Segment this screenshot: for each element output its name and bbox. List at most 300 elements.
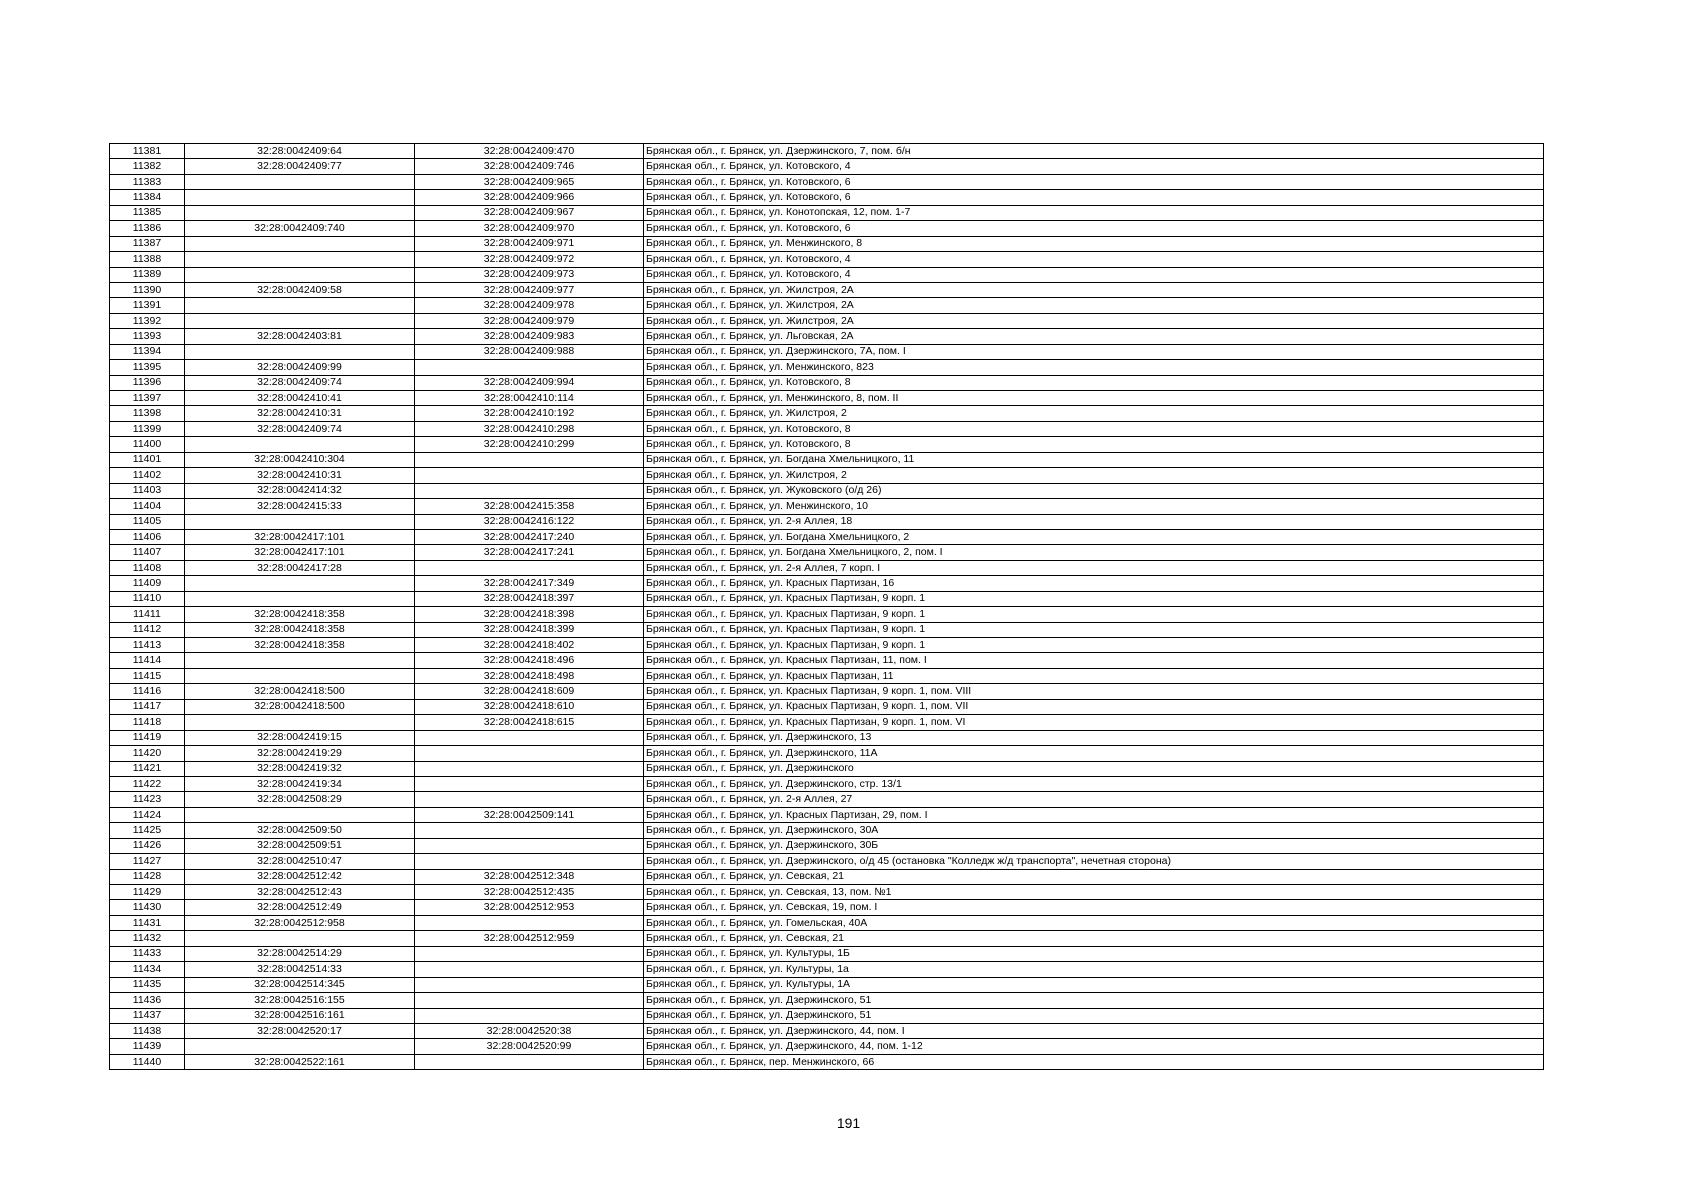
land-cadastral-number-cell: 32:28:0042417:101 <box>185 545 415 560</box>
object-cadastral-number-cell: 32:28:0042409:977 <box>415 282 644 297</box>
row-number-cell: 11420 <box>110 746 185 761</box>
row-number-cell: 11425 <box>110 823 185 838</box>
object-cadastral-number-cell: 32:28:0042418:397 <box>415 591 644 606</box>
row-number-cell: 11404 <box>110 499 185 514</box>
address-cell: Брянская обл., г. Брянск, ул. Жилстроя, 2А <box>644 313 1544 328</box>
land-cadastral-number-cell <box>185 591 415 606</box>
object-cadastral-number-cell: 32:28:0042417:240 <box>415 529 644 544</box>
object-cadastral-number-cell <box>415 360 644 375</box>
address-cell: Брянская обл., г. Брянск, ул. Котовского, 6 <box>644 174 1544 189</box>
land-cadastral-number-cell: 32:28:0042409:64 <box>185 144 415 159</box>
object-cadastral-number-cell: 32:28:0042410:192 <box>415 406 644 421</box>
object-cadastral-number-cell: 32:28:0042509:141 <box>415 807 644 822</box>
object-cadastral-number-cell <box>415 746 644 761</box>
land-cadastral-number-cell: 32:28:0042403:81 <box>185 329 415 344</box>
address-cell: Брянская обл., г. Брянск, ул. Гомельская, 40А <box>644 915 1544 930</box>
address-cell: Брянская обл., г. Брянск, ул. Красных Партизан, 9 корп. 1, пом. VII <box>644 699 1544 714</box>
table-row <box>110 591 1544 606</box>
land-cadastral-number-cell <box>185 236 415 251</box>
row-number-cell: 11411 <box>110 607 185 622</box>
row-number-cell: 11413 <box>110 638 185 653</box>
row-number-cell: 11427 <box>110 854 185 869</box>
row-number-cell: 11403 <box>110 483 185 498</box>
table-row <box>110 205 1544 220</box>
row-number-cell: 11391 <box>110 298 185 313</box>
row-number-cell: 11407 <box>110 545 185 560</box>
row-number-cell: 11406 <box>110 529 185 544</box>
object-cadastral-number-cell: 32:28:0042520:38 <box>415 1023 644 1038</box>
row-number-cell: 11394 <box>110 344 185 359</box>
table-row <box>110 869 1544 884</box>
land-cadastral-number-cell: 32:28:0042418:358 <box>185 622 415 637</box>
object-cadastral-number-cell: 32:28:0042417:349 <box>415 576 644 591</box>
address-cell: Брянская обл., г. Брянск, ул. Красных Партизан, 29, пом. I <box>644 807 1544 822</box>
table-row <box>110 560 1544 575</box>
table-row <box>110 313 1544 328</box>
table-row <box>110 900 1544 915</box>
table-row <box>110 977 1544 992</box>
table-row <box>110 776 1544 791</box>
table-row <box>110 668 1544 683</box>
land-cadastral-number-cell: 32:28:0042509:51 <box>185 838 415 853</box>
table-row <box>110 545 1544 560</box>
land-cadastral-number-cell: 32:28:0042418:358 <box>185 607 415 622</box>
object-cadastral-number-cell: 32:28:0042409:970 <box>415 221 644 236</box>
row-number-cell: 11388 <box>110 252 185 267</box>
land-cadastral-number-cell: 32:28:0042410:31 <box>185 406 415 421</box>
object-cadastral-number-cell: 32:28:0042418:496 <box>415 653 644 668</box>
row-number-cell: 11429 <box>110 885 185 900</box>
row-number-cell: 11428 <box>110 869 185 884</box>
object-cadastral-number-cell: 32:28:0042409:983 <box>415 329 644 344</box>
table-row <box>110 854 1544 869</box>
object-cadastral-number-cell: 32:28:0042418:610 <box>415 699 644 714</box>
row-number-cell: 11414 <box>110 653 185 668</box>
land-cadastral-number-cell: 32:28:0042417:28 <box>185 560 415 575</box>
object-cadastral-number-cell: 32:28:0042409:979 <box>415 313 644 328</box>
object-cadastral-number-cell: 32:28:0042418:398 <box>415 607 644 622</box>
row-number-cell: 11437 <box>110 1008 185 1023</box>
row-number-cell: 11400 <box>110 437 185 452</box>
address-cell: Брянская обл., г. Брянск, ул. Красных Партизан, 9 корп. 1 <box>644 638 1544 653</box>
land-cadastral-number-cell: 32:28:0042512:49 <box>185 900 415 915</box>
row-number-cell: 11401 <box>110 452 185 467</box>
table-row <box>110 437 1544 452</box>
land-cadastral-number-cell: 32:28:0042516:155 <box>185 993 415 1008</box>
address-cell: Брянская обл., г. Брянск, ул. Красных Партизан, 11 <box>644 668 1544 683</box>
land-cadastral-number-cell <box>185 437 415 452</box>
table-row <box>110 1023 1544 1038</box>
land-cadastral-number-cell: 32:28:0042514:345 <box>185 977 415 992</box>
address-cell: Брянская обл., г. Брянск, ул. Дзержинского, 7А, пом. I <box>644 344 1544 359</box>
row-number-cell: 11396 <box>110 375 185 390</box>
address-cell: Брянская обл., г. Брянск, ул. Дзержинского, 11А <box>644 746 1544 761</box>
table-row <box>110 499 1544 514</box>
address-cell: Брянская обл., г. Брянск, ул. Севская, 21 <box>644 931 1544 946</box>
row-number-cell: 11387 <box>110 236 185 251</box>
address-cell: Брянская обл., г. Брянск, ул. Котовского, 8 <box>644 375 1544 390</box>
table-row <box>110 730 1544 745</box>
land-cadastral-number-cell <box>185 174 415 189</box>
object-cadastral-number-cell: 32:28:0042409:965 <box>415 174 644 189</box>
address-cell: Брянская обл., г. Брянск, ул. Дзержинского, 51 <box>644 993 1544 1008</box>
address-cell: Брянская обл., г. Брянск, ул. Менжинского, 8 <box>644 236 1544 251</box>
table-row <box>110 252 1544 267</box>
object-cadastral-number-cell <box>415 838 644 853</box>
land-cadastral-number-cell <box>185 715 415 730</box>
object-cadastral-number-cell <box>415 962 644 977</box>
row-number-cell: 11438 <box>110 1023 185 1038</box>
land-cadastral-number-cell: 32:28:0042512:43 <box>185 885 415 900</box>
address-cell: Брянская обл., г. Брянск, ул. Красных Партизан, 9 корп. 1 <box>644 607 1544 622</box>
address-cell: Брянская обл., г. Брянск, ул. Дзержинского, 44, пом. 1-12 <box>644 1039 1544 1054</box>
address-cell: Брянская обл., г. Брянск, ул. Жилстроя, 2 <box>644 468 1544 483</box>
table-row <box>110 653 1544 668</box>
table-row <box>110 529 1544 544</box>
address-cell: Брянская обл., г. Брянск, ул. Котовского, 8 <box>644 437 1544 452</box>
object-cadastral-number-cell: 32:28:0042409:994 <box>415 375 644 390</box>
table-row <box>110 159 1544 174</box>
row-number-cell: 11424 <box>110 807 185 822</box>
address-cell: Брянская обл., г. Брянск, ул. Льговская, 2А <box>644 329 1544 344</box>
object-cadastral-number-cell <box>415 977 644 992</box>
address-cell: Брянская обл., г. Брянск, ул. Культуры, 1Б <box>644 946 1544 961</box>
row-number-cell: 11421 <box>110 761 185 776</box>
object-cadastral-number-cell: 32:28:0042512:953 <box>415 900 644 915</box>
address-cell: Брянская обл., г. Брянск, ул. Менжинского, 8, пом. II <box>644 391 1544 406</box>
table-row <box>110 1008 1544 1023</box>
land-cadastral-number-cell: 32:28:0042509:50 <box>185 823 415 838</box>
table-row <box>110 715 1544 730</box>
object-cadastral-number-cell: 32:28:0042409:971 <box>415 236 644 251</box>
land-cadastral-number-cell <box>185 576 415 591</box>
address-cell: Брянская обл., г. Брянск, ул. Севская, 19, пом. I <box>644 900 1544 915</box>
table-row <box>110 638 1544 653</box>
land-cadastral-number-cell: 32:28:0042516:161 <box>185 1008 415 1023</box>
table-row <box>110 344 1544 359</box>
address-cell: Брянская обл., г. Брянск, ул. Менжинского, 10 <box>644 499 1544 514</box>
address-cell: Брянская обл., г. Брянск, ул. Котовского, 4 <box>644 159 1544 174</box>
land-cadastral-number-cell: 32:28:0042417:101 <box>185 529 415 544</box>
object-cadastral-number-cell: 32:28:0042409:972 <box>415 252 644 267</box>
row-number-cell: 11415 <box>110 668 185 683</box>
land-cadastral-number-cell: 32:28:0042409:99 <box>185 360 415 375</box>
address-cell: Брянская обл., г. Брянск, ул. 2-я Аллея, 27 <box>644 792 1544 807</box>
table-row <box>110 406 1544 421</box>
object-cadastral-number-cell <box>415 993 644 1008</box>
address-cell: Брянская обл., г. Брянск, ул. Дзержинского, 7, пом. б/н <box>644 144 1544 159</box>
row-number-cell: 11436 <box>110 993 185 1008</box>
table-row <box>110 622 1544 637</box>
address-cell: Брянская обл., г. Брянск, ул. Богдана Хмельницкого, 2, пом. I <box>644 545 1544 560</box>
row-number-cell: 11382 <box>110 159 185 174</box>
address-cell: Брянская обл., г. Брянск, ул. Дзержинского, о/д 45 (остановка "Колледж ж/д транспорта", нечетная сторона) <box>644 854 1544 869</box>
row-number-cell: 11383 <box>110 174 185 189</box>
table-row <box>110 993 1544 1008</box>
land-cadastral-number-cell <box>185 807 415 822</box>
table-row <box>110 607 1544 622</box>
object-cadastral-number-cell: 32:28:0042418:498 <box>415 668 644 683</box>
land-cadastral-number-cell: 32:28:0042418:500 <box>185 699 415 714</box>
table-row <box>110 267 1544 282</box>
table-row <box>110 236 1544 251</box>
row-number-cell: 11393 <box>110 329 185 344</box>
row-number-cell: 11412 <box>110 622 185 637</box>
land-cadastral-number-cell <box>185 1039 415 1054</box>
land-cadastral-number-cell <box>185 344 415 359</box>
land-cadastral-number-cell: 32:28:0042512:958 <box>185 915 415 930</box>
land-cadastral-number-cell: 32:28:0042418:500 <box>185 684 415 699</box>
table-row <box>110 174 1544 189</box>
address-cell: Брянская обл., г. Брянск, ул. Котовского, 6 <box>644 221 1544 236</box>
object-cadastral-number-cell: 32:28:0042512:435 <box>415 885 644 900</box>
row-number-cell: 11399 <box>110 421 185 436</box>
row-number-cell: 11392 <box>110 313 185 328</box>
address-cell: Брянская обл., г. Брянск, ул. Котовского, 4 <box>644 267 1544 282</box>
address-cell: Брянская обл., г. Брянск, ул. Красных Партизан, 9 корп. 1 <box>644 591 1544 606</box>
row-number-cell: 11435 <box>110 977 185 992</box>
address-cell: Брянская обл., г. Брянск, ул. Конотопская, 12, пом. 1-7 <box>644 205 1544 220</box>
land-cadastral-number-cell: 32:28:0042410:31 <box>185 468 415 483</box>
row-number-cell: 11418 <box>110 715 185 730</box>
address-cell: Брянская обл., г. Брянск, ул. Богдана Хмельницкого, 11 <box>644 452 1544 467</box>
address-cell: Брянская обл., г. Брянск, ул. Красных Партизан, 9 корп. 1, пом. VIII <box>644 684 1544 699</box>
land-cadastral-number-cell: 32:28:0042514:29 <box>185 946 415 961</box>
object-cadastral-number-cell <box>415 452 644 467</box>
land-cadastral-number-cell: 32:28:0042414:32 <box>185 483 415 498</box>
table-row <box>110 761 1544 776</box>
land-cadastral-number-cell: 32:28:0042409:74 <box>185 421 415 436</box>
address-cell: Брянская обл., г. Брянск, ул. Севская, 21 <box>644 869 1544 884</box>
table-row <box>110 1039 1544 1054</box>
address-cell: Брянская обл., г. Брянск, ул. 2-я Аллея, 7 корп. I <box>644 560 1544 575</box>
land-cadastral-number-cell: 32:28:0042409:77 <box>185 159 415 174</box>
address-cell: Брянская обл., г. Брянск, ул. Культуры, 1А <box>644 977 1544 992</box>
land-cadastral-number-cell <box>185 205 415 220</box>
object-cadastral-number-cell: 32:28:0042409:746 <box>415 159 644 174</box>
land-cadastral-number-cell: 32:28:0042410:304 <box>185 452 415 467</box>
object-cadastral-number-cell <box>415 468 644 483</box>
address-cell: Брянская обл., г. Брянск, ул. Красных Партизан, 11, пом. I <box>644 653 1544 668</box>
table-row <box>110 792 1544 807</box>
land-cadastral-number-cell: 32:28:0042522:161 <box>185 1054 415 1069</box>
row-number-cell: 11430 <box>110 900 185 915</box>
row-number-cell: 11419 <box>110 730 185 745</box>
object-cadastral-number-cell <box>415 915 644 930</box>
object-cadastral-number-cell <box>415 823 644 838</box>
row-number-cell: 11381 <box>110 144 185 159</box>
object-cadastral-number-cell <box>415 1008 644 1023</box>
address-cell: Брянская обл., г. Брянск, ул. Дзержинского, 30А <box>644 823 1544 838</box>
table-row <box>110 514 1544 529</box>
land-cadastral-number-cell: 32:28:0042520:17 <box>185 1023 415 1038</box>
address-cell: Брянская обл., г. Брянск, ул. Менжинского, 823 <box>644 360 1544 375</box>
object-cadastral-number-cell <box>415 776 644 791</box>
address-cell: Брянская обл., г. Брянск, пер. Менжинского, 66 <box>644 1054 1544 1069</box>
object-cadastral-number-cell: 32:28:0042410:299 <box>415 437 644 452</box>
land-cadastral-number-cell <box>185 252 415 267</box>
address-cell: Брянская обл., г. Брянск, ул. Дзержинского, 51 <box>644 1008 1544 1023</box>
land-cadastral-number-cell: 32:28:0042508:29 <box>185 792 415 807</box>
address-cell: Брянская обл., г. Брянск, ул. Богдана Хмельницкого, 2 <box>644 529 1544 544</box>
table-row <box>110 391 1544 406</box>
land-cadastral-number-cell: 32:28:0042510:47 <box>185 854 415 869</box>
row-number-cell: 11423 <box>110 792 185 807</box>
address-cell: Брянская обл., г. Брянск, ул. Красных Партизан, 9 корп. 1, пом. VI <box>644 715 1544 730</box>
table-row <box>110 329 1544 344</box>
land-cadastral-number-cell <box>185 653 415 668</box>
land-cadastral-number-cell: 32:28:0042410:41 <box>185 391 415 406</box>
row-number-cell: 11395 <box>110 360 185 375</box>
land-cadastral-number-cell <box>185 668 415 683</box>
object-cadastral-number-cell: 32:28:0042409:470 <box>415 144 644 159</box>
row-number-cell: 11405 <box>110 514 185 529</box>
row-number-cell: 11417 <box>110 699 185 714</box>
table-row <box>110 962 1544 977</box>
row-number-cell: 11385 <box>110 205 185 220</box>
address-cell: Брянская обл., г. Брянск, ул. Красных Партизан, 16 <box>644 576 1544 591</box>
address-cell: Брянская обл., г. Брянск, ул. Жилстроя, 2А <box>644 282 1544 297</box>
address-cell: Брянская обл., г. Брянск, ул. Дзержинского, 30Б <box>644 838 1544 853</box>
land-cadastral-number-cell <box>185 267 415 282</box>
table-row <box>110 915 1544 930</box>
object-cadastral-number-cell: 32:28:0042418:402 <box>415 638 644 653</box>
address-cell: Брянская обл., г. Брянск, ул. Жилстроя, 2А <box>644 298 1544 313</box>
table-row <box>110 144 1544 159</box>
land-cadastral-number-cell <box>185 313 415 328</box>
object-cadastral-number-cell: 32:28:0042409:978 <box>415 298 644 313</box>
address-cell: Брянская обл., г. Брянск, ул. Жилстроя, 2 <box>644 406 1544 421</box>
land-cadastral-number-cell: 32:28:0042419:15 <box>185 730 415 745</box>
land-cadastral-number-cell <box>185 298 415 313</box>
address-cell: Брянская обл., г. Брянск, ул. Котовского, 4 <box>644 252 1544 267</box>
object-cadastral-number-cell: 32:28:0042409:973 <box>415 267 644 282</box>
page-number: 191 <box>836 1115 861 1131</box>
object-cadastral-number-cell: 32:28:0042418:609 <box>415 684 644 699</box>
row-number-cell: 11416 <box>110 684 185 699</box>
object-cadastral-number-cell: 32:28:0042410:298 <box>415 421 644 436</box>
row-number-cell: 11409 <box>110 576 185 591</box>
object-cadastral-number-cell <box>415 1054 644 1069</box>
row-number-cell: 11389 <box>110 267 185 282</box>
table-row <box>110 931 1544 946</box>
object-cadastral-number-cell: 32:28:0042512:348 <box>415 869 644 884</box>
land-cadastral-number-cell: 32:28:0042512:42 <box>185 869 415 884</box>
land-cadastral-number-cell: 32:28:0042415:33 <box>185 499 415 514</box>
table-row <box>110 360 1544 375</box>
table-row <box>110 221 1544 236</box>
table-row <box>110 838 1544 853</box>
table-row <box>110 807 1544 822</box>
address-cell: Брянская обл., г. Брянск, ул. Жуковского (о/д 26) <box>644 483 1544 498</box>
address-cell: Брянская обл., г. Брянск, ул. Культуры, 1а <box>644 962 1544 977</box>
table-row <box>110 684 1544 699</box>
object-cadastral-number-cell: 32:28:0042409:966 <box>415 190 644 205</box>
row-number-cell: 11439 <box>110 1039 185 1054</box>
table-row <box>110 946 1544 961</box>
row-number-cell: 11397 <box>110 391 185 406</box>
land-cadastral-number-cell: 32:28:0042409:74 <box>185 375 415 390</box>
land-cadastral-number-cell <box>185 931 415 946</box>
table-row <box>110 746 1544 761</box>
object-cadastral-number-cell: 32:28:0042418:615 <box>415 715 644 730</box>
land-cadastral-number-cell <box>185 190 415 205</box>
object-cadastral-number-cell <box>415 854 644 869</box>
object-cadastral-number-cell <box>415 946 644 961</box>
object-cadastral-number-cell: 32:28:0042416:122 <box>415 514 644 529</box>
object-cadastral-number-cell: 32:28:0042418:399 <box>415 622 644 637</box>
row-number-cell: 11386 <box>110 221 185 236</box>
table-row <box>110 468 1544 483</box>
row-number-cell: 11390 <box>110 282 185 297</box>
table-row <box>110 576 1544 591</box>
object-cadastral-number-cell: 32:28:0042409:967 <box>415 205 644 220</box>
address-cell: Брянская обл., г. Брянск, ул. Дзержинского, 13 <box>644 730 1544 745</box>
land-cadastral-number-cell: 32:28:0042419:32 <box>185 761 415 776</box>
table-row <box>110 375 1544 390</box>
land-cadastral-number-cell: 32:28:0042419:29 <box>185 746 415 761</box>
row-number-cell: 11431 <box>110 915 185 930</box>
object-cadastral-number-cell: 32:28:0042417:241 <box>415 545 644 560</box>
row-number-cell: 11432 <box>110 931 185 946</box>
table-row <box>110 421 1544 436</box>
row-number-cell: 11434 <box>110 962 185 977</box>
land-cadastral-number-cell <box>185 514 415 529</box>
row-number-cell: 11440 <box>110 1054 185 1069</box>
table-row <box>110 282 1544 297</box>
address-cell: Брянская обл., г. Брянск, ул. Дзержинского, 44, пом. I <box>644 1023 1544 1038</box>
object-cadastral-number-cell: 32:28:0042409:988 <box>415 344 644 359</box>
land-cadastral-number-cell: 32:28:0042409:58 <box>185 282 415 297</box>
row-number-cell: 11384 <box>110 190 185 205</box>
table-row <box>110 483 1544 498</box>
land-cadastral-number-cell: 32:28:0042418:358 <box>185 638 415 653</box>
row-number-cell: 11408 <box>110 560 185 575</box>
row-number-cell: 11422 <box>110 776 185 791</box>
object-cadastral-number-cell: 32:28:0042410:114 <box>415 391 644 406</box>
table-row <box>110 298 1544 313</box>
row-number-cell: 11398 <box>110 406 185 421</box>
row-number-cell: 11410 <box>110 591 185 606</box>
object-cadastral-number-cell <box>415 792 644 807</box>
row-number-cell: 11433 <box>110 946 185 961</box>
address-cell: Брянская обл., г. Брянск, ул. Красных Партизан, 9 корп. 1 <box>644 622 1544 637</box>
land-cadastral-number-cell: 32:28:0042419:34 <box>185 776 415 791</box>
object-cadastral-number-cell <box>415 483 644 498</box>
object-cadastral-number-cell <box>415 761 644 776</box>
address-cell: Брянская обл., г. Брянск, ул. 2-я Аллея, 18 <box>644 514 1544 529</box>
table-row <box>110 452 1544 467</box>
table-row <box>110 1054 1544 1069</box>
registry-table-body <box>110 144 1544 1070</box>
land-cadastral-number-cell: 32:28:0042409:740 <box>185 221 415 236</box>
registry-table <box>109 143 1544 1070</box>
address-cell: Брянская обл., г. Брянск, ул. Котовского, 8 <box>644 421 1544 436</box>
address-cell: Брянская обл., г. Брянск, ул. Котовского, 6 <box>644 190 1544 205</box>
object-cadastral-number-cell: 32:28:0042520:99 <box>415 1039 644 1054</box>
object-cadastral-number-cell <box>415 560 644 575</box>
row-number-cell: 11402 <box>110 468 185 483</box>
table-row <box>110 699 1544 714</box>
land-cadastral-number-cell: 32:28:0042514:33 <box>185 962 415 977</box>
object-cadastral-number-cell: 32:28:0042415:358 <box>415 499 644 514</box>
table-row <box>110 885 1544 900</box>
address-cell: Брянская обл., г. Брянск, ул. Севская, 13, пом. №1 <box>644 885 1544 900</box>
row-number-cell: 11426 <box>110 838 185 853</box>
table-row <box>110 823 1544 838</box>
table-row <box>110 190 1544 205</box>
address-cell: Брянская обл., г. Брянск, ул. Дзержинского <box>644 761 1544 776</box>
